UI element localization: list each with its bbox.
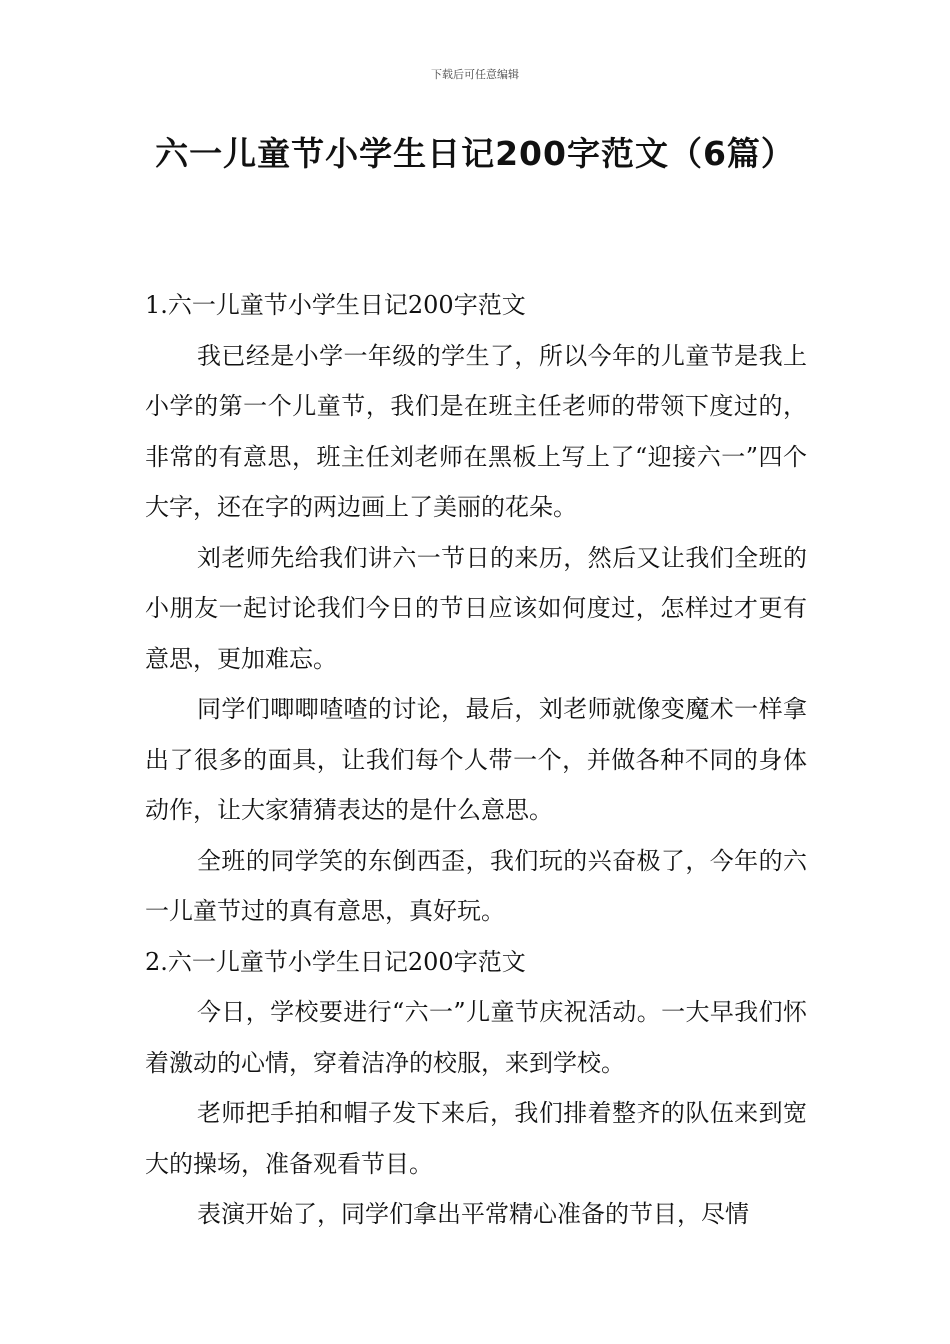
section-heading: 1.六一儿童节小学生日记200字范文 [145,291,526,319]
paragraph: 刘老师先给我们讲六一节日的来历，然后又让我们全班的小朋友一起讨论我们今日的节日应该如何度过，怎样过才更有意思，更加难忘。 [145,543,807,673]
section-2 [145,937,807,1240]
paragraph: 我已经是小学一年级的学生了，所以今年的儿童节是我上小学的第一个儿童节，我们是在班主任老师的带领下度过的，非常的有意思，班主任刘老师在黑板上写上了“迎接六一”四个大字，还在字的两边画上了美丽的花朵。 [145,341,807,521]
paragraph: 今日，学校要进行“六一”儿童节庆祝活动。一大早我们怀着激动的心情，穿着洁净的校服，来到学校。 [145,998,807,1077]
paragraph: 全班的同学笑的东倒西歪，我们玩的兴奋极了，今年的六一儿童节过的真有意思，真好玩。 [145,846,807,925]
header-note: 下载后可任意编辑 [431,68,519,81]
document-title: 六一儿童节小学生日记200字范文（6篇） [155,134,795,173]
document-body [145,280,807,1240]
section-1 [145,280,807,937]
paragraph: 表演开始了，同学们拿出平常精心准备的节目，尽情 [197,1200,749,1228]
section-heading: 2.六一儿童节小学生日记200字范文 [145,947,526,976]
paragraph: 同学们唧唧喳喳的讨论，最后，刘老师就像变魔术一样拿出了很多的面具，让我们每个人带一个，并做各种不同的身体动作，让大家猜猜表达的是什么意思。 [145,695,807,824]
paragraph: 老师把手拍和帽子发下来后，我们排着整齐的队伍来到宽大的操场，准备观看节目。 [145,1099,807,1178]
